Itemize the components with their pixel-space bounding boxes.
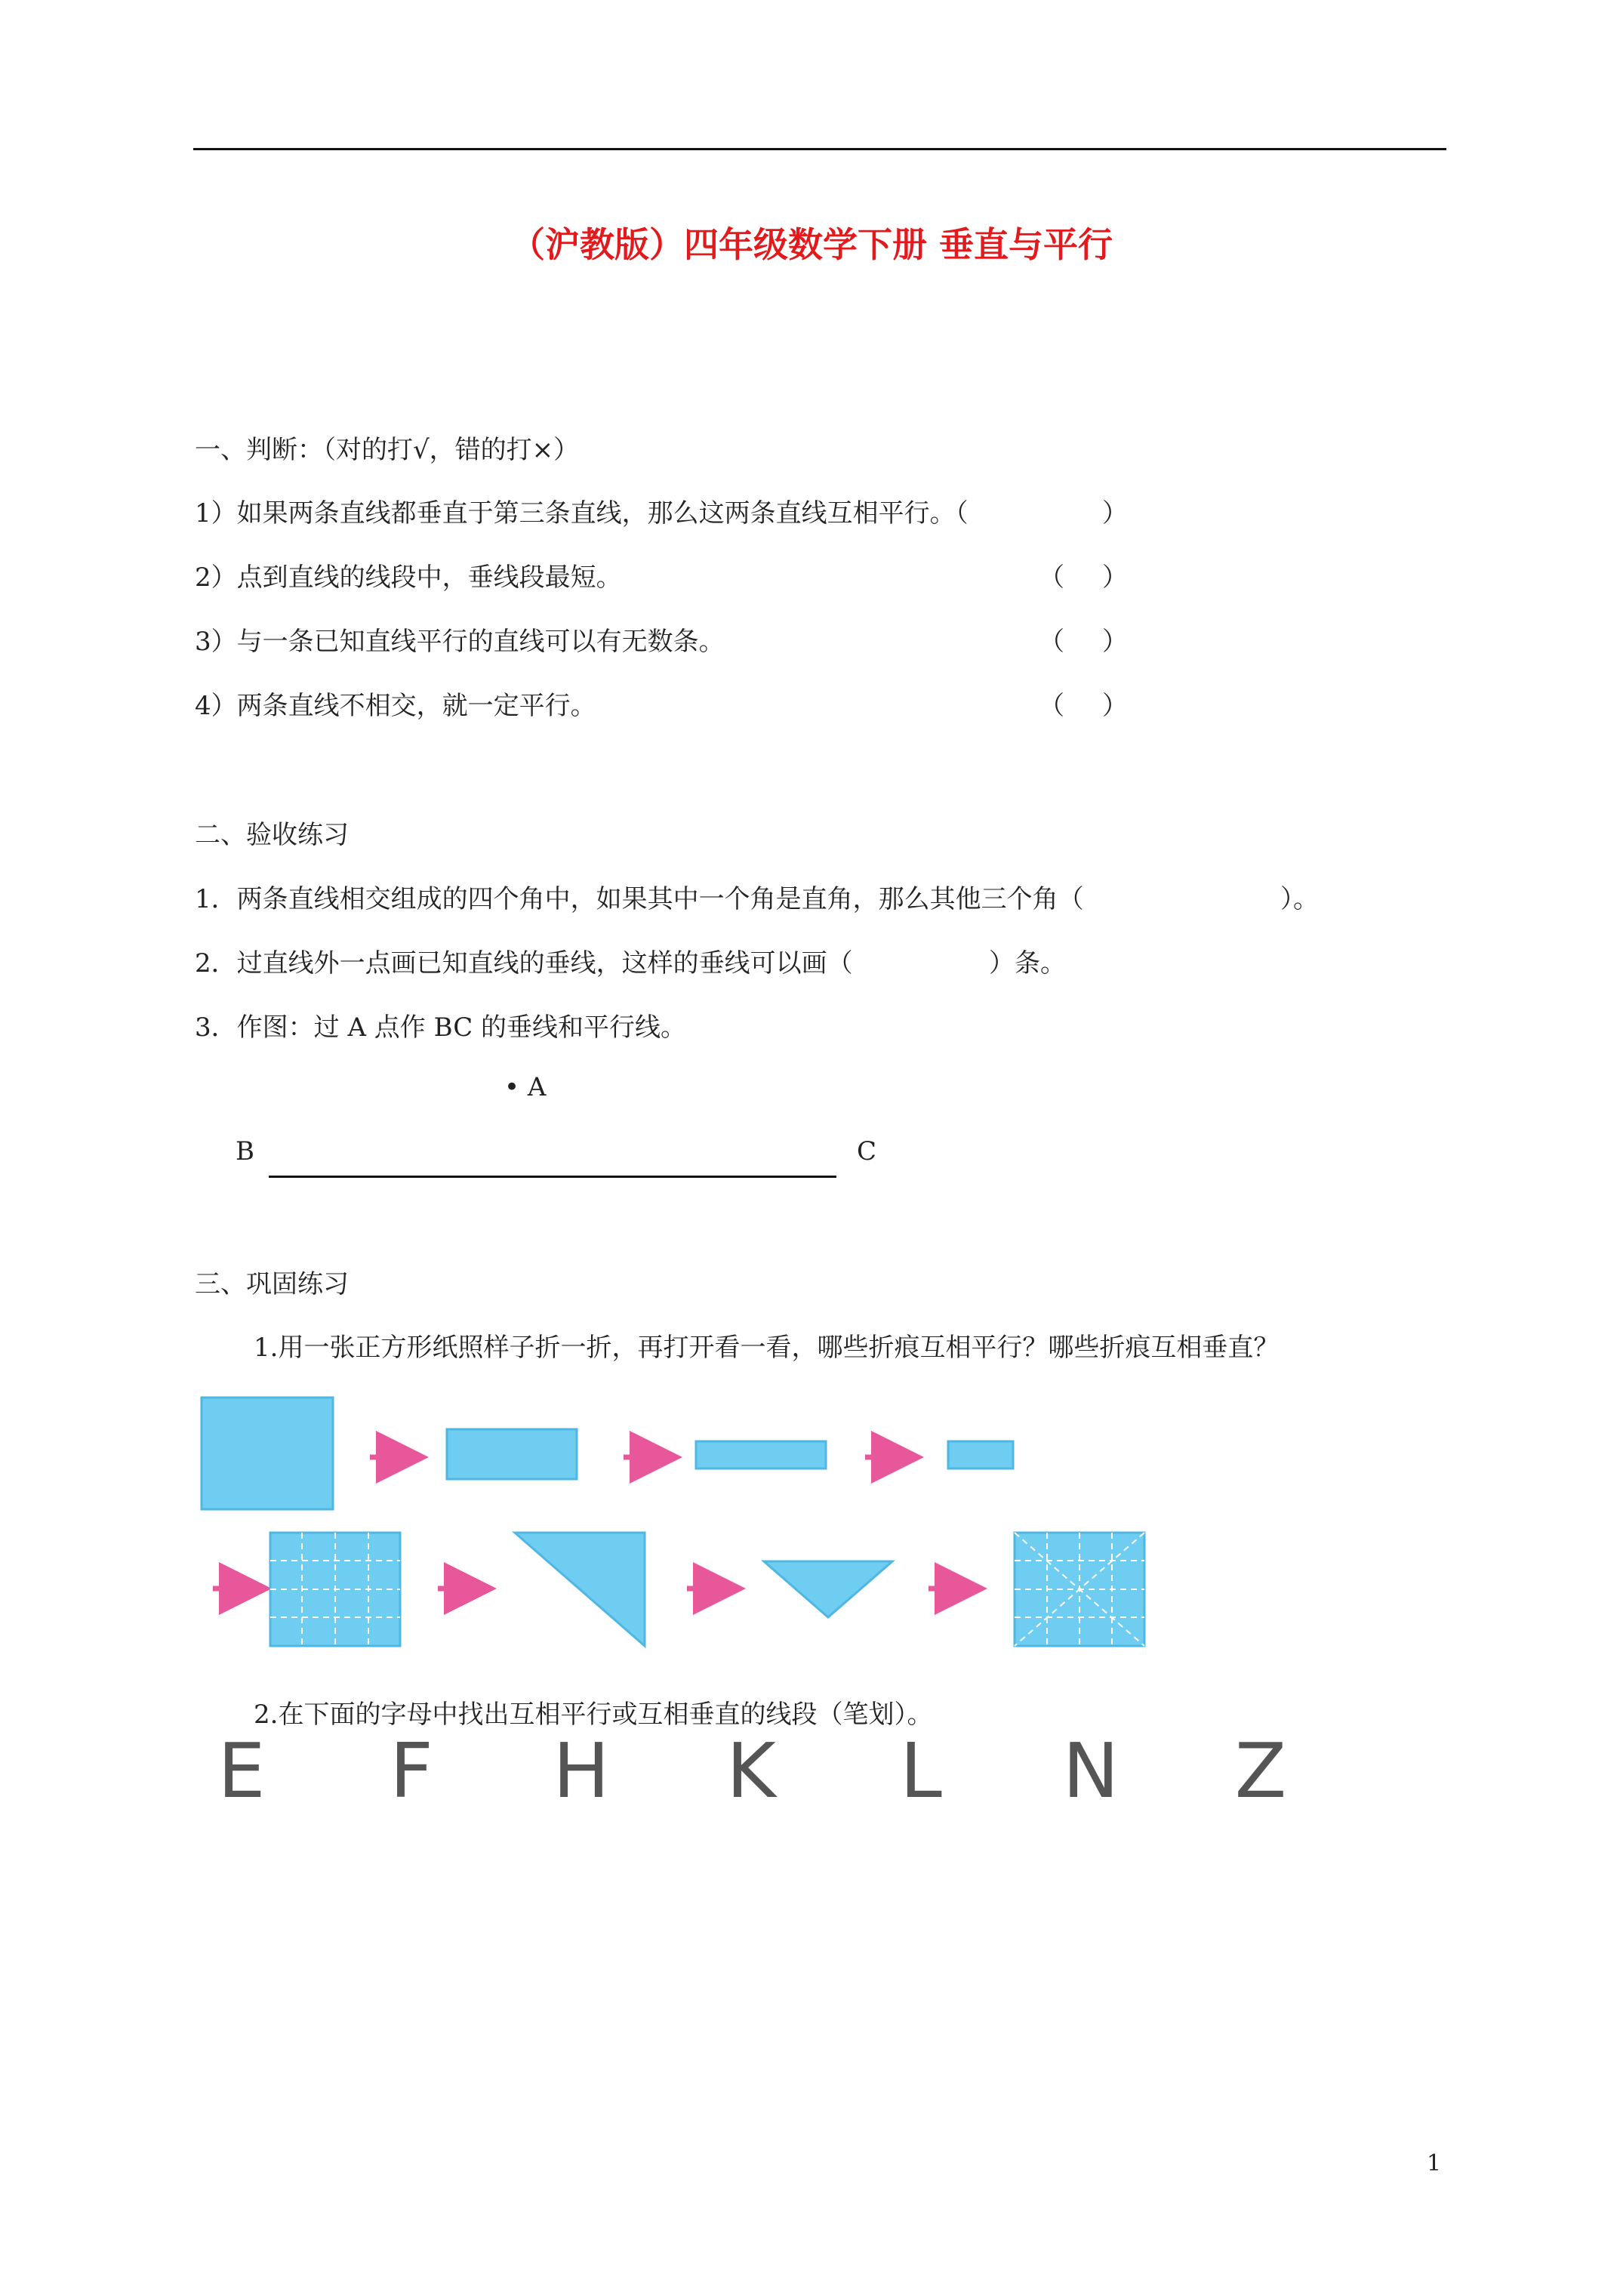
judge-item-3: 3）与一条已知直线平行的直线可以有无数条。 xyxy=(195,627,725,657)
practice-q2-close: ）条。 xyxy=(989,948,1066,978)
point-a-label: • A xyxy=(504,1072,547,1102)
unfolded-diagonal-square xyxy=(1015,1533,1144,1646)
letter-f: F xyxy=(390,1727,433,1815)
judge-item-2-close: ） xyxy=(1102,562,1128,593)
page-number: 1 xyxy=(1427,2150,1442,2177)
letter-l: L xyxy=(900,1727,942,1815)
letters-question: 2.在下面的字母中找出互相平行或互相垂直的线段（笔划）。 xyxy=(254,1700,933,1730)
folded-rect-1 xyxy=(447,1429,577,1479)
practice-q2: 2．过直线外一点画已知直线的垂线，这样的垂线可以画（ xyxy=(195,948,853,978)
triangle-fold-1 xyxy=(515,1533,645,1646)
judge-item-4-close: ） xyxy=(1102,691,1128,721)
section1-heading: 一、判断：（对的打√，错的打×） xyxy=(195,435,580,465)
point-c-label: C xyxy=(857,1136,877,1166)
letter-k: K xyxy=(726,1727,776,1815)
judge-item-3-open: （ xyxy=(1039,627,1064,657)
judge-item-2: 2）点到直线的线段中，垂线段最短。 xyxy=(195,562,622,593)
practice-q1: 1．两条直线相交组成的四个角中，如果其中一个角是直角，那么其他三个角（ xyxy=(195,884,1084,914)
practice-q1-close: ）。 xyxy=(1280,884,1319,914)
point-b-label: B xyxy=(236,1136,254,1166)
judge-item-4: 4）两条直线不相交，就一定平行。 xyxy=(195,691,596,721)
triangle-fold-2 xyxy=(764,1561,892,1617)
judge-item-4-open: （ xyxy=(1039,691,1064,721)
judge-item-3-close: ） xyxy=(1102,627,1128,657)
letter-z: Z xyxy=(1234,1727,1287,1815)
letter-e: E xyxy=(217,1727,266,1815)
page-title: （沪教版）四年级数学下册 垂直与平行 xyxy=(510,224,1113,265)
judge-item-2-open: （ xyxy=(1039,562,1064,593)
folded-rect-3 xyxy=(948,1441,1013,1469)
folded-rect-2 xyxy=(696,1441,826,1469)
judge-item-1: 1）如果两条直线都垂直于第三条直线，那么这两条直线互相平行。（ xyxy=(195,498,969,529)
judge-item-1-close: ） xyxy=(1102,498,1128,529)
unfolded-creased-square xyxy=(270,1533,400,1646)
practice-q3: 3．作图：过 A 点作 BC 的垂线和平行线。 xyxy=(195,1012,687,1043)
letter-h: H xyxy=(553,1727,610,1815)
letter-n: N xyxy=(1062,1727,1119,1815)
fold-question: 1.用一张正方形纸照样子折一折，再打开看一看，哪些折痕互相平行？哪些折痕互相垂直？ xyxy=(254,1333,1280,1363)
square-paper xyxy=(202,1398,333,1509)
section3-heading: 三、巩固练习 xyxy=(195,1269,349,1299)
section2-heading: 二、验收练习 xyxy=(195,820,349,850)
